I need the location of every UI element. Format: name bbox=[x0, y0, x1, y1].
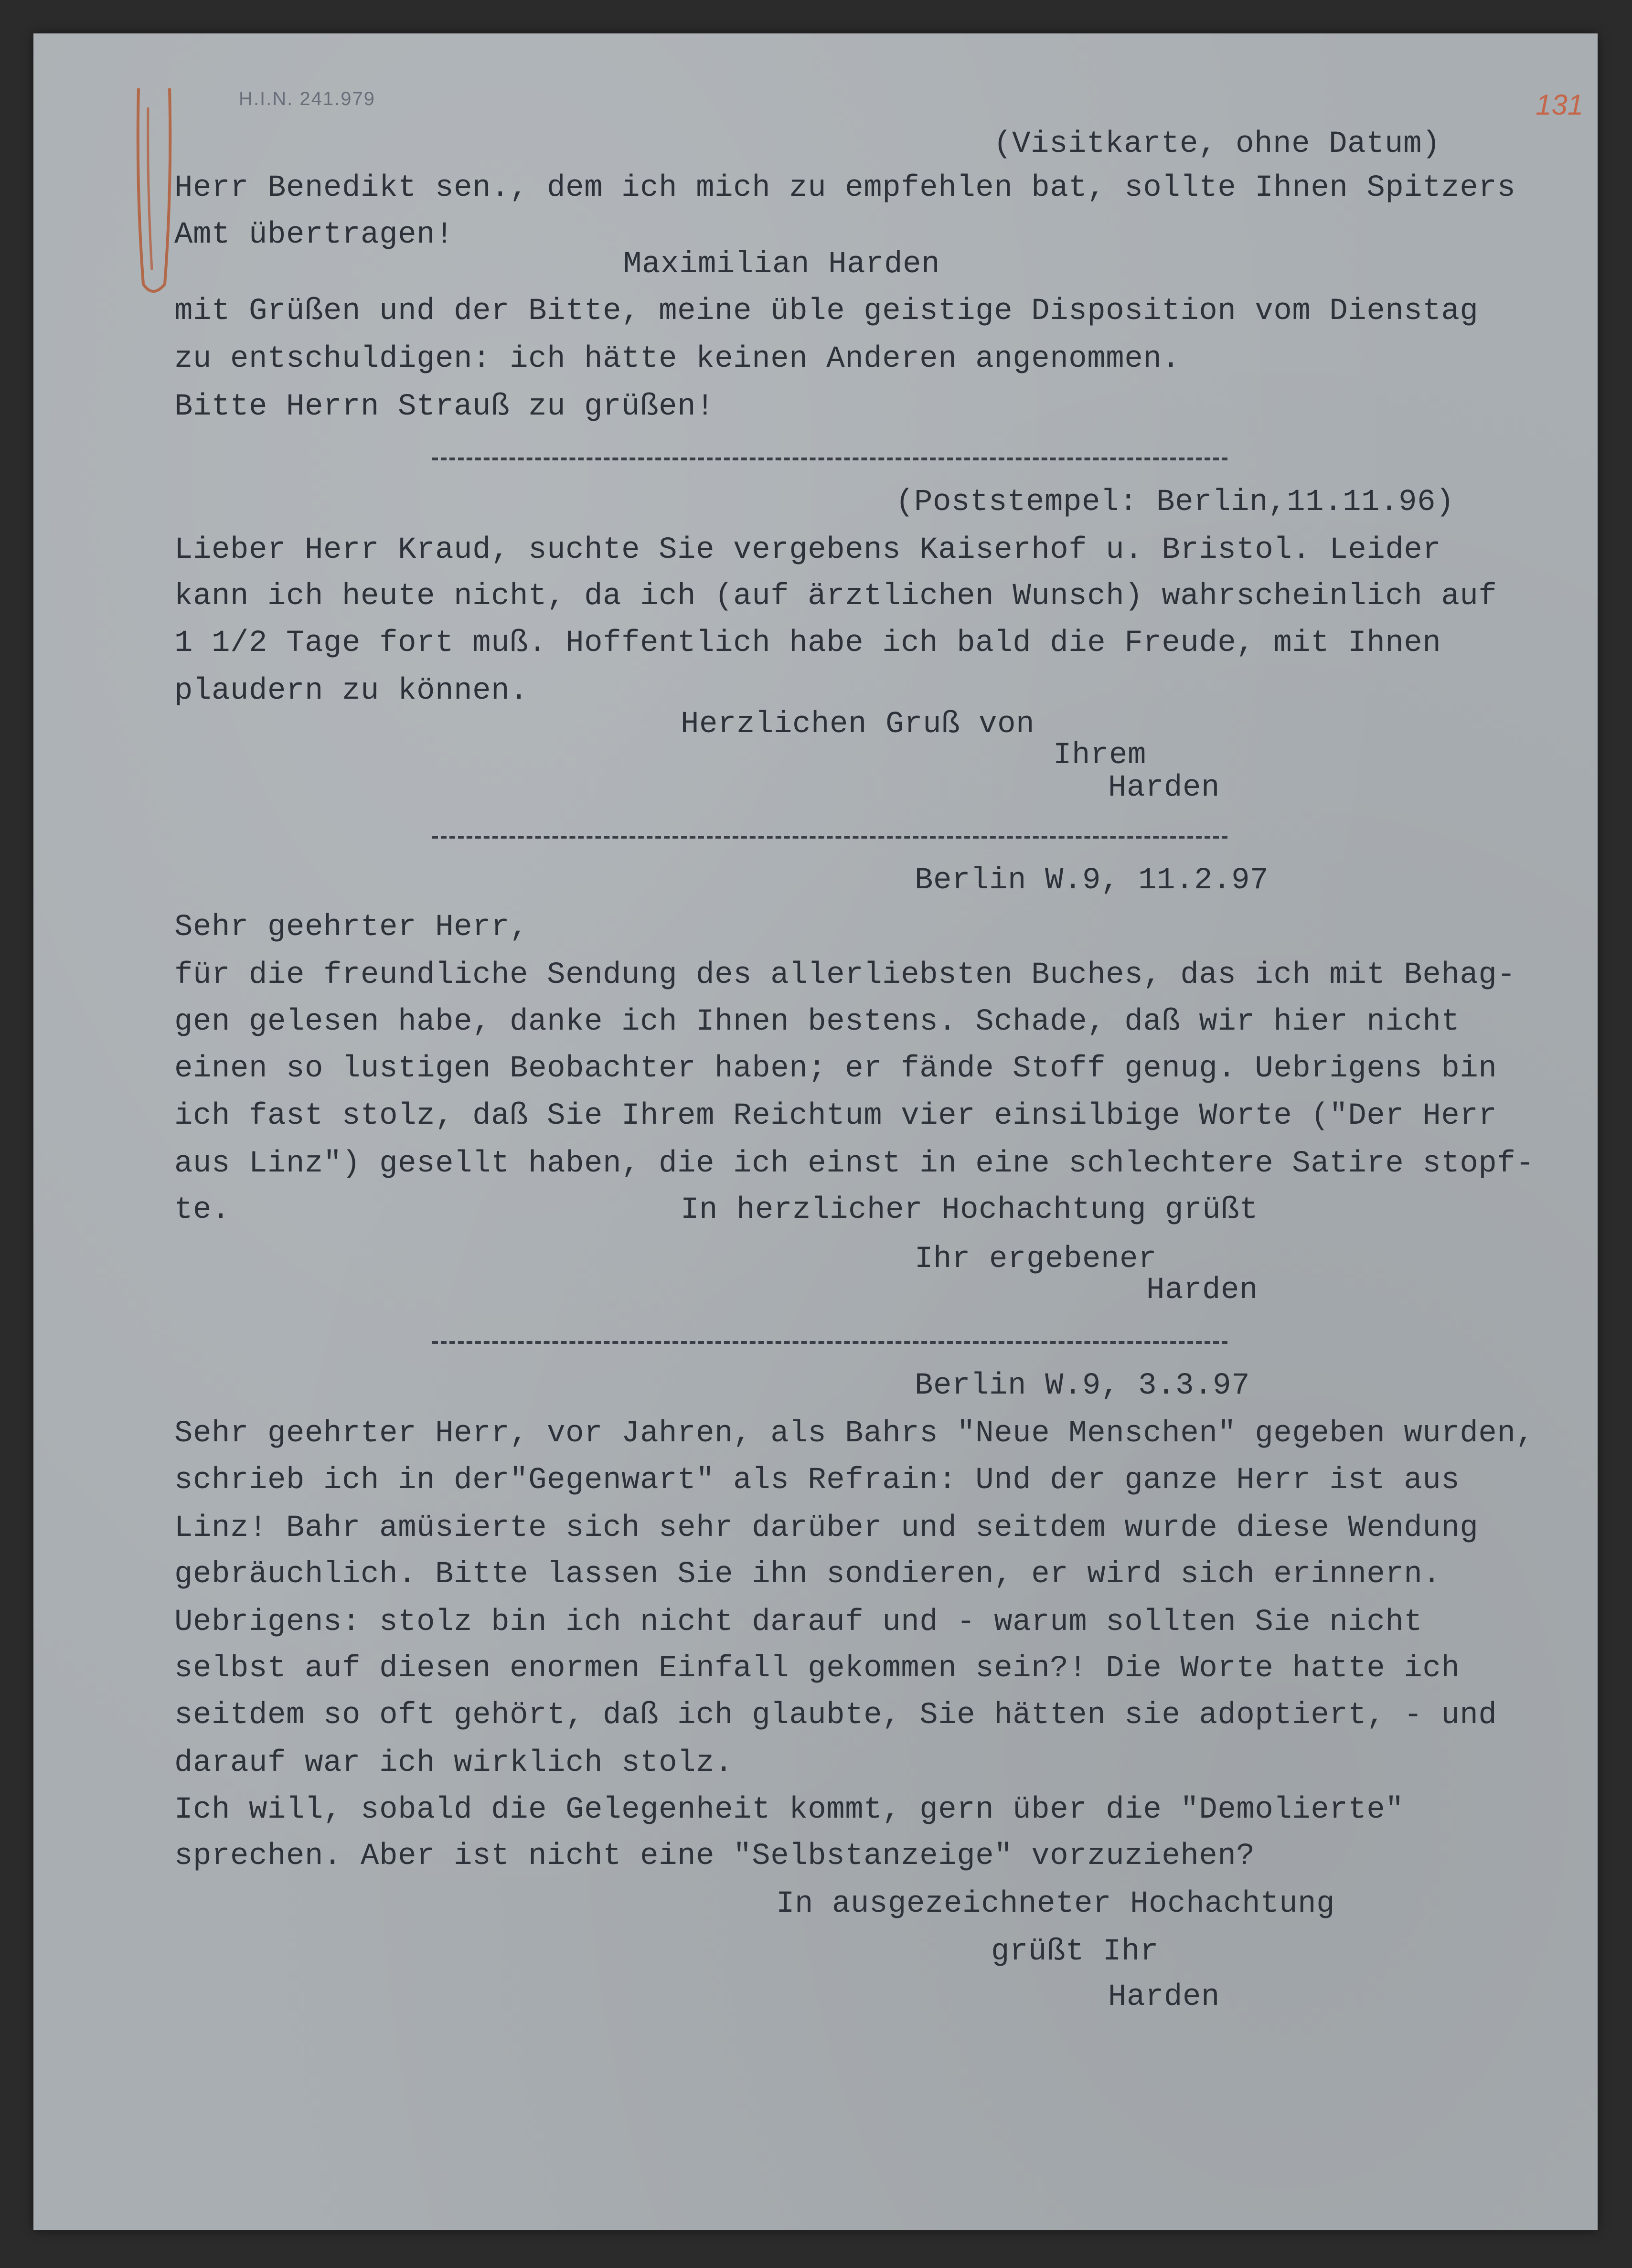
letter-4-line: selbst auf diesen enormen Einfall gekommen sein?! Die Worte hatte ich bbox=[174, 1651, 1460, 1686]
letter-3-line: für die freundliche Sendung des allerliebsten Buches, das ich mit Behag- bbox=[174, 958, 1516, 992]
letter-2-header: (Poststempel: Berlin,11.11.96) bbox=[896, 485, 1455, 520]
letter-4-line: seitdem so oft gehört, daß ich glaubte, Sie hätten sie adoptiert, - und bbox=[174, 1698, 1497, 1733]
archive-reference: H.I.N. 241.979 bbox=[239, 88, 375, 109]
letter-2-line: kann ich heute nicht, da ich (auf ärztlichen Wunsch) wahrscheinlich auf bbox=[174, 579, 1497, 614]
letter-1-signature: Maximilian Harden bbox=[623, 247, 940, 282]
letter-4-line: schrieb ich in der"Gegenwart" als Refrain: Und der ganze Herr ist aus bbox=[174, 1463, 1460, 1498]
letter-3-line: te. bbox=[174, 1193, 231, 1227]
section-divider bbox=[432, 458, 1227, 460]
letter-3-closing: Ihr ergebener bbox=[915, 1242, 1157, 1277]
letter-3-closing: In herzlicher Hochachtung grüßt bbox=[681, 1193, 1259, 1227]
letter-2-closing: Ihrem bbox=[1053, 738, 1147, 773]
letter-4-closing: grüßt Ihr bbox=[991, 1935, 1159, 1969]
letter-1-line: mit Grüßen und der Bitte, meine üble geistige Disposition vom Dienstag bbox=[174, 294, 1479, 329]
letter-3-signature: Harden bbox=[1146, 1273, 1259, 1308]
letter-3-line: aus Linz") gesellt haben, die ich einst in eine schlechtere Satire stopf- bbox=[174, 1147, 1535, 1181]
letter-3-line: einen so lustigen Beobachter haben; er fände Stoff genug. Uebrigens bin bbox=[174, 1052, 1497, 1086]
letter-4-line: Ich will, sobald die Gelegenheit kommt, gern über die "Demolierte" bbox=[174, 1793, 1404, 1827]
letter-4-line: darauf war ich wirklich stolz. bbox=[174, 1746, 734, 1780]
letter-4-line: Uebrigens: stolz bin ich nicht darauf und - warum sollten Sie nicht bbox=[174, 1605, 1423, 1640]
letter-1-line: Bitte Herrn Strauß zu grüßen! bbox=[174, 390, 715, 424]
letter-3-header: Berlin W.9, 11.2.97 bbox=[915, 863, 1269, 898]
letter-1-line: Amt übertragen! bbox=[174, 218, 454, 252]
letter-3-salutation: Sehr geehrter Herr, bbox=[174, 910, 529, 945]
letter-2-line: plaudern zu können. bbox=[174, 674, 529, 708]
letter-2-line: 1 1/2 Tage fort muß. Hoffentlich habe ich bald die Freude, mit Ihnen bbox=[174, 626, 1441, 660]
letter-3-line: ich fast stolz, daß Sie Ihrem Reichtum vier einsilbige Worte ("Der Herr bbox=[174, 1099, 1497, 1133]
letter-1-line: zu entschuldigen: ich hätte keinen Anderen angenommen. bbox=[174, 342, 1181, 376]
letter-2-line: Lieber Herr Kraud, suchte Sie vergebens Kaiserhof u. Bristol. Leider bbox=[174, 533, 1441, 567]
letter-2-signature: Harden bbox=[1108, 771, 1220, 805]
letter-2-closing: Herzlichen Gruß von bbox=[681, 707, 1035, 742]
letter-4-closing: In ausgezeichneter Hochachtung bbox=[776, 1887, 1335, 1921]
letter-4-signature: Harden bbox=[1108, 1980, 1220, 2014]
letter-4-header: Berlin W.9, 3.3.97 bbox=[915, 1369, 1250, 1403]
section-divider bbox=[432, 836, 1227, 839]
page-number: 131 bbox=[1536, 89, 1584, 121]
section-divider bbox=[432, 1341, 1227, 1344]
letter-1-header: (Visitkarte, ohne Datum) bbox=[993, 127, 1441, 161]
letter-4-line: gebräuchlich. Bitte lassen Sie ihn sondieren, er wird sich erinnern. bbox=[174, 1557, 1441, 1592]
letter-4-line: Sehr geehrter Herr, vor Jahren, als Bahrs "Neue Menschen" gegeben wurden, bbox=[174, 1416, 1535, 1451]
letter-1-line: Herr Benedikt sen., dem ich mich zu empfehlen bat, sollte Ihnen Spitzers bbox=[174, 171, 1516, 205]
letter-4-line: sprechen. Aber ist nicht eine "Selbstanzeige" vorzuziehen? bbox=[174, 1839, 1255, 1874]
letter-4-line: Linz! Bahr amüsierte sich sehr darüber und seitdem wurde diese Wendung bbox=[174, 1511, 1479, 1545]
letter-3-line: gen gelesen habe, danke ich Ihnen bestens. Schade, daß wir hier nicht bbox=[174, 1005, 1460, 1039]
